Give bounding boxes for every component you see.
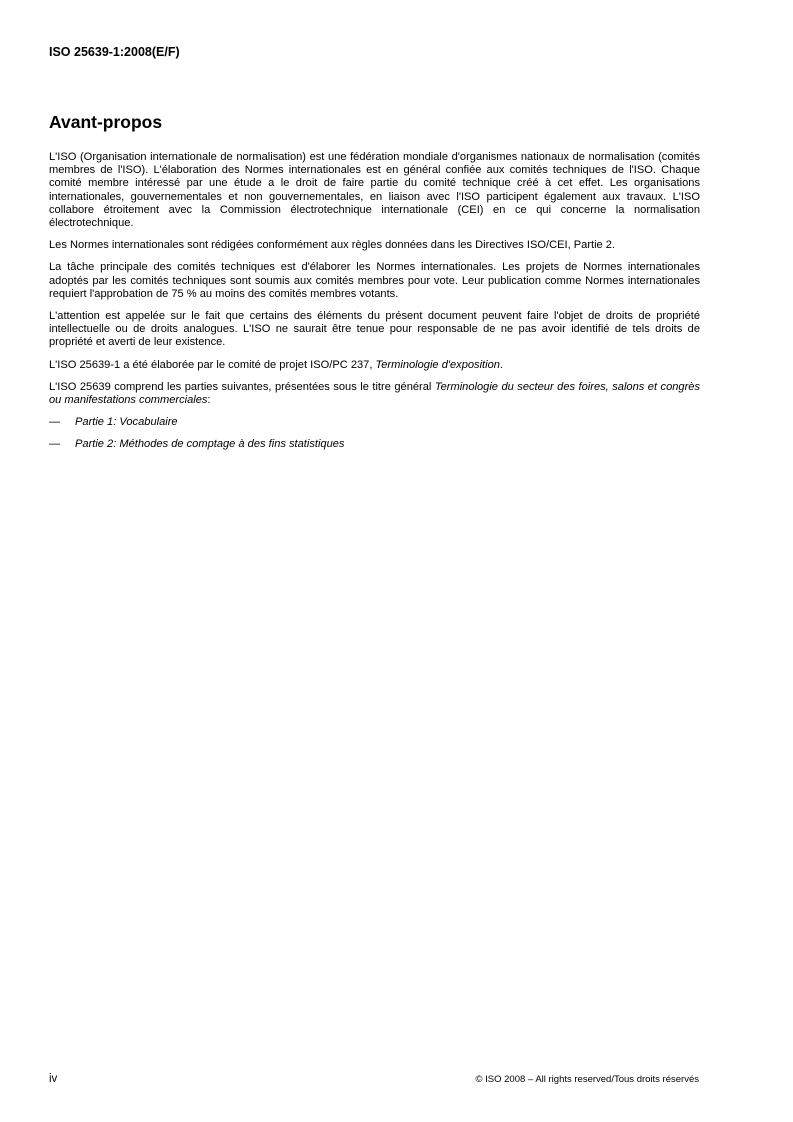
paragraph-iso-intro: L'ISO (Organisation internationale de normalisation) est une fédération mondiale d'organismes nationaux de normalisation (comités membres de l'ISO). L'élaboration des Normes internationales est en général confiée aux comités techniques de l'ISO. Chaque comité membre intéressé par une étude a le droit de faire partie du comité technique créé à cet effet. Les organisations internationales, gouvernementales et non gouvernementales, en liaison avec l'ISO participent également aux travaux. L'ISO collabore étroitement avec la Commission électrotechnique internationale (CEI) en ce qui concerne la normalisation électrotechnique. [49,151,700,230]
page-number: iv [49,1073,58,1085]
prepared-by-end: . [499,358,504,371]
paragraph-parts-intro [49,381,700,407]
parts-intro-text: L'ISO 25639 comprend les parties suivantes, présentées sous le titre général [49,380,435,393]
part-label: Partie 2: Méthodes de comptage à des fins statistiques [75,438,345,451]
section-title: Avant-propos [49,112,163,132]
list-dash: — [49,438,61,451]
foreword-section [49,112,700,461]
prepared-by-text: L'ISO 25639-1 a été élaborée par le comité de projet ISO/PC 237, [49,358,376,371]
paragraph-prepared-by [49,359,700,372]
copyright-notice: © ISO 2008 – All rights reserved/Tous droits réservés [475,1074,699,1085]
list-dash: — [49,416,61,429]
general-title: Terminologie du secteur des foires, salons et congrès ou manifestations commerciales [49,380,700,407]
paragraph-directives: Les Normes internationales sont rédigées conformément aux règles données dans les Directives ISO/CEI, Partie 2. [49,239,616,252]
paragraph-patent-rights: L'attention est appelée sur le fait que certains des éléments du présent document peuvent faire l'objet de droits de propriété intellectuelle ou de droits analogues. L'ISO ne saurait être tenue pour responsable de ne pas avoir identifié de tels droits de propriété et averti de leur existence. [49,310,700,349]
list-item [49,438,700,451]
parts-intro-end: : [207,394,211,407]
committee-title: Terminologie d'exposition [375,358,500,371]
paragraph-technical-committees: La tâche principale des comités techniques est d'élaborer les Normes internationales. Les projets de Normes internationales adoptés par les comités techniques sont soumis aux comités membres pour vote. Leur publication comme Normes internationales requiert l'approbation de 75 % au moins des comités membres votants. [49,261,700,300]
list-item [49,416,700,429]
document-id-header: ISO 25639-1:2008(E/F) [49,45,180,59]
part-label: Partie 1: Vocabulaire [75,416,178,429]
